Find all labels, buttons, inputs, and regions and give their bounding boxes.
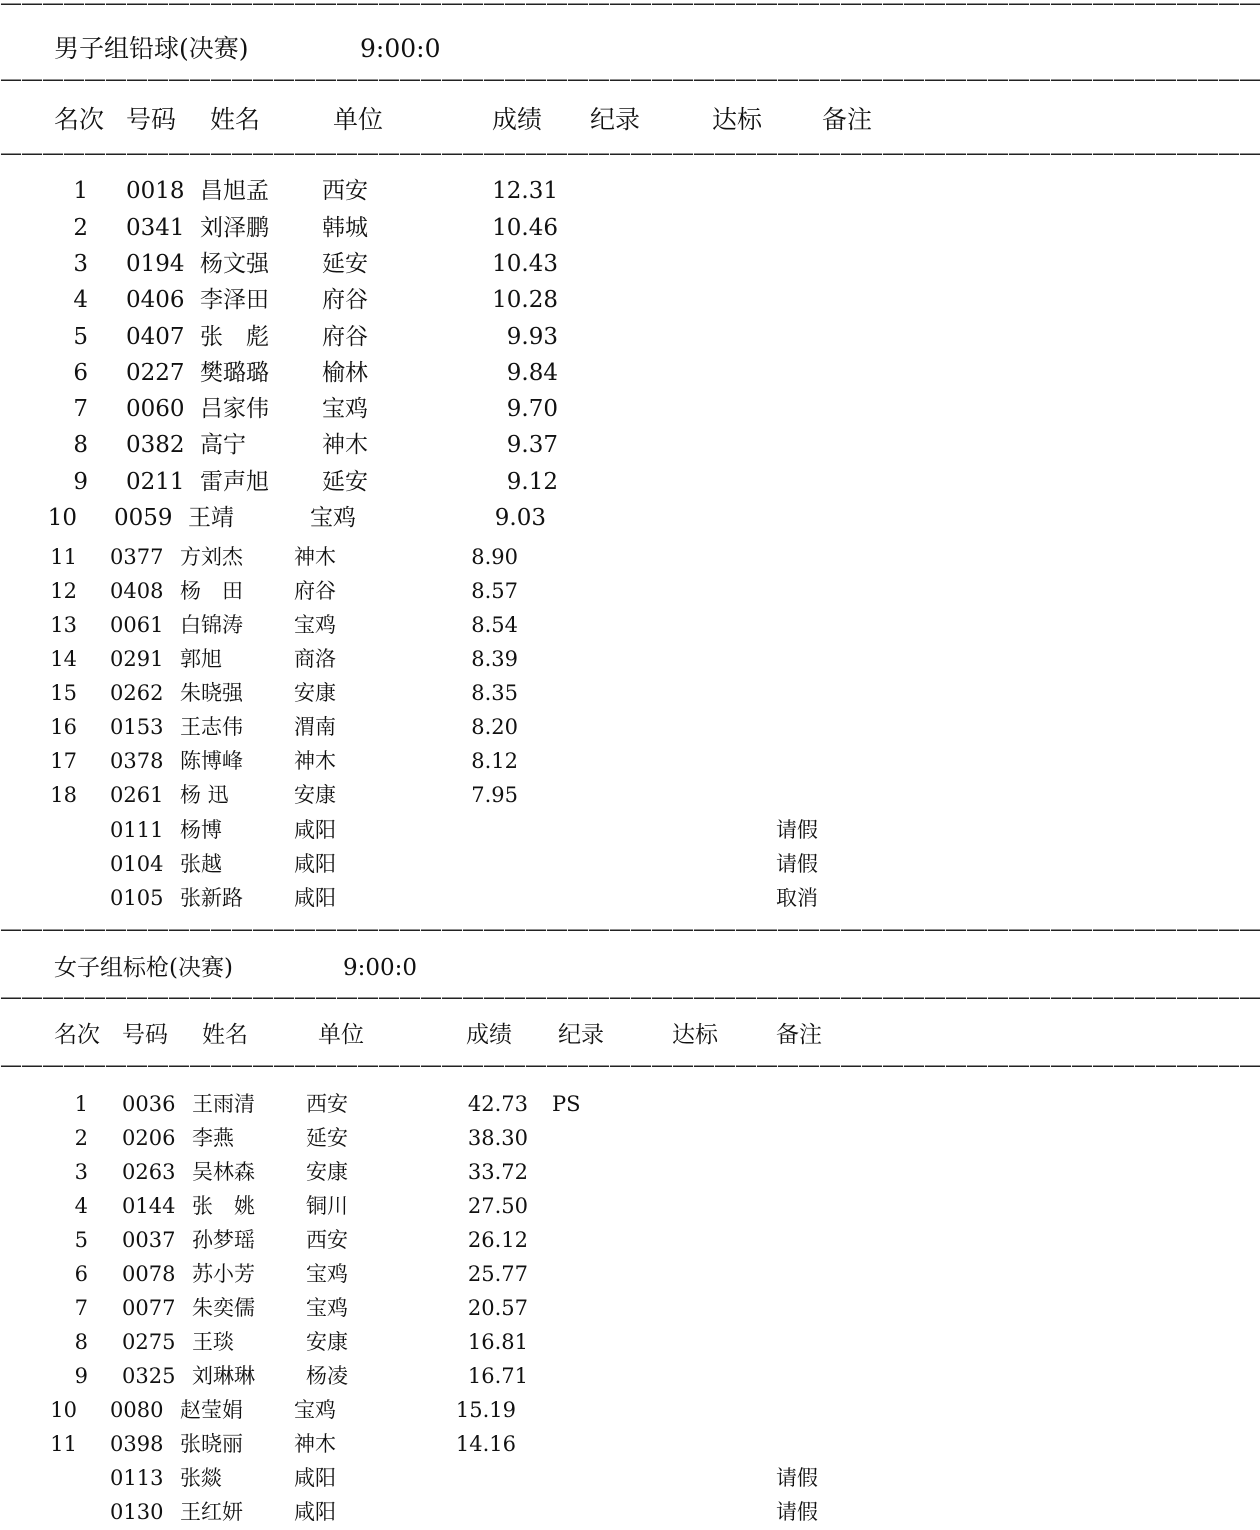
header-rank: 名次 bbox=[54, 1022, 100, 1048]
note-cell: 请假 bbox=[776, 1500, 818, 1524]
header-unit: 单位 bbox=[318, 1022, 364, 1048]
section-title: 女子组标枪(决赛) bbox=[54, 955, 233, 981]
name-cell: 樊璐璐 bbox=[200, 360, 269, 386]
divider: ———————————————————————————————————————————————————————————— bbox=[0, 67, 1260, 92]
rank-cell: 9 bbox=[73, 469, 88, 495]
section-time: 9:00:0 bbox=[343, 955, 418, 981]
number-cell: 0325 bbox=[122, 1364, 176, 1388]
name-cell: 杨博 bbox=[180, 818, 222, 842]
unit-cell: 宝鸡 bbox=[310, 505, 356, 531]
unit-cell: 安康 bbox=[294, 681, 336, 705]
score-cell: 8.20 bbox=[471, 715, 518, 739]
rank-cell: 8 bbox=[73, 432, 88, 458]
divider: ———————————————————————————————————————————————————————————— bbox=[0, 1053, 1260, 1078]
rank-cell: 18 bbox=[50, 783, 77, 807]
name-cell: 王琰 bbox=[192, 1330, 234, 1354]
name-cell: 郭旭 bbox=[180, 647, 222, 671]
score-cell: 9.84 bbox=[506, 360, 558, 386]
name-cell: 张 彪 bbox=[200, 324, 269, 350]
name-cell: 高宁 bbox=[200, 432, 246, 458]
unit-cell: 杨凌 bbox=[306, 1364, 348, 1388]
unit-cell: 宝鸡 bbox=[294, 613, 336, 637]
number-cell: 0061 bbox=[110, 613, 164, 637]
number-cell: 0262 bbox=[110, 681, 164, 705]
unit-cell: 榆林 bbox=[322, 360, 368, 386]
unit-cell: 神木 bbox=[294, 749, 336, 773]
divider: ———————————————————————————————————————————————————————————— bbox=[0, 0, 1260, 16]
name-cell: 赵莹娟 bbox=[180, 1398, 243, 1422]
score-cell: 27.50 bbox=[467, 1194, 528, 1218]
number-cell: 0104 bbox=[110, 852, 164, 876]
note-cell: 请假 bbox=[776, 1466, 818, 1490]
number-cell: 0130 bbox=[110, 1500, 164, 1524]
number-cell: 0059 bbox=[114, 505, 173, 531]
score-cell: 10.46 bbox=[492, 215, 558, 241]
name-cell: 张新路 bbox=[180, 886, 243, 910]
header-standard: 达标 bbox=[672, 1022, 718, 1048]
header-note: 备注 bbox=[822, 105, 873, 134]
rank-cell: 6 bbox=[73, 360, 88, 386]
name-cell: 李泽田 bbox=[200, 287, 269, 313]
unit-cell: 神木 bbox=[294, 545, 336, 569]
divider: ———————————————————————————————————————————————————————————— bbox=[0, 141, 1260, 166]
rank-cell: 5 bbox=[73, 324, 88, 350]
note-cell: 取消 bbox=[776, 886, 818, 910]
number-cell: 0077 bbox=[122, 1296, 176, 1320]
name-cell: 雷声旭 bbox=[200, 469, 269, 495]
score-cell: 26.12 bbox=[467, 1228, 528, 1252]
header-score: 成绩 bbox=[492, 105, 543, 134]
rank-cell: 17 bbox=[50, 749, 77, 773]
name-cell: 吕家伟 bbox=[200, 396, 269, 422]
rank-cell: 9 bbox=[74, 1364, 88, 1388]
rank-cell: 10 bbox=[50, 1398, 77, 1422]
name-cell: 王红妍 bbox=[180, 1500, 243, 1524]
unit-cell: 神木 bbox=[294, 1432, 336, 1456]
rank-cell: 4 bbox=[74, 1194, 88, 1218]
unit-cell: 宝鸡 bbox=[322, 396, 368, 422]
unit-cell: 神木 bbox=[322, 432, 368, 458]
number-cell: 0261 bbox=[110, 783, 164, 807]
number-cell: 0227 bbox=[126, 360, 185, 386]
score-cell: 8.39 bbox=[471, 647, 518, 671]
number-cell: 0080 bbox=[110, 1398, 164, 1422]
unit-cell: 府谷 bbox=[294, 579, 336, 603]
name-cell: 王雨清 bbox=[192, 1092, 255, 1116]
unit-cell: 咸阳 bbox=[294, 1466, 336, 1490]
name-cell: 刘泽鹏 bbox=[200, 215, 269, 241]
score-cell: 9.37 bbox=[506, 432, 558, 458]
score-cell: 9.93 bbox=[506, 324, 558, 350]
unit-cell: 安康 bbox=[294, 783, 336, 807]
number-cell: 0194 bbox=[126, 251, 185, 277]
number-cell: 0111 bbox=[110, 818, 164, 842]
note-cell: 请假 bbox=[776, 818, 818, 842]
number-cell: 0036 bbox=[122, 1092, 176, 1116]
name-cell: 刘琳琳 bbox=[192, 1364, 255, 1388]
header-number: 号码 bbox=[122, 1022, 168, 1048]
rank-cell: 11 bbox=[50, 545, 77, 569]
score-cell: 9.03 bbox=[494, 505, 546, 531]
header-score: 成绩 bbox=[466, 1022, 512, 1048]
number-cell: 0153 bbox=[110, 715, 164, 739]
rank-cell: 10 bbox=[47, 505, 77, 531]
rank-cell: 1 bbox=[74, 1092, 88, 1116]
name-cell: 张晓丽 bbox=[180, 1432, 243, 1456]
unit-cell: 渭南 bbox=[294, 715, 336, 739]
rank-cell: 2 bbox=[74, 1126, 88, 1150]
header-note: 备注 bbox=[776, 1022, 822, 1048]
unit-cell: 府谷 bbox=[322, 324, 368, 350]
header-name: 姓名 bbox=[202, 1022, 248, 1048]
number-cell: 0060 bbox=[126, 396, 185, 422]
number-cell: 0382 bbox=[126, 432, 185, 458]
score-cell: 33.72 bbox=[467, 1160, 528, 1184]
name-cell: 杨 迅 bbox=[180, 783, 229, 807]
unit-cell: 府谷 bbox=[322, 287, 368, 313]
rank-cell: 13 bbox=[50, 613, 77, 637]
name-cell: 张越 bbox=[180, 852, 222, 876]
score-cell: 10.28 bbox=[492, 287, 558, 313]
number-cell: 0263 bbox=[122, 1160, 176, 1184]
header-unit: 单位 bbox=[333, 105, 384, 134]
header-record: 纪录 bbox=[590, 105, 641, 134]
rank-cell: 4 bbox=[73, 287, 88, 313]
rank-cell: 15 bbox=[50, 681, 77, 705]
name-cell: 朱奕儒 bbox=[192, 1296, 255, 1320]
number-cell: 0211 bbox=[126, 469, 185, 495]
header-number: 号码 bbox=[126, 105, 177, 134]
divider: ———————————————————————————————————————————————————————————— bbox=[0, 985, 1260, 1010]
unit-cell: 韩城 bbox=[322, 215, 368, 241]
rank-cell: 12 bbox=[50, 579, 77, 603]
unit-cell: 宝鸡 bbox=[294, 1398, 336, 1422]
score-cell: 9.70 bbox=[506, 396, 558, 422]
unit-cell: 咸阳 bbox=[294, 818, 336, 842]
score-cell: 10.43 bbox=[492, 251, 558, 277]
number-cell: 0341 bbox=[126, 215, 185, 241]
score-cell: 16.81 bbox=[467, 1330, 528, 1354]
number-cell: 0144 bbox=[122, 1194, 176, 1218]
rank-cell: 1 bbox=[73, 178, 88, 204]
number-cell: 0037 bbox=[122, 1228, 176, 1252]
number-cell: 0275 bbox=[122, 1330, 176, 1354]
rank-cell: 16 bbox=[50, 715, 77, 739]
number-cell: 0105 bbox=[110, 886, 164, 910]
number-cell: 0078 bbox=[122, 1262, 176, 1286]
unit-cell: 安康 bbox=[306, 1160, 348, 1184]
score-cell: 8.54 bbox=[471, 613, 518, 637]
unit-cell: 宝鸡 bbox=[306, 1262, 348, 1286]
unit-cell: 铜川 bbox=[306, 1194, 348, 1218]
record-cell: PS bbox=[552, 1092, 581, 1116]
name-cell: 方刘杰 bbox=[180, 545, 243, 569]
unit-cell: 延安 bbox=[306, 1126, 348, 1150]
name-cell: 陈博峰 bbox=[180, 749, 243, 773]
number-cell: 0018 bbox=[126, 178, 185, 204]
score-cell: 8.57 bbox=[471, 579, 518, 603]
number-cell: 0378 bbox=[110, 749, 164, 773]
section-title: 男子组铅球(决赛) bbox=[54, 34, 249, 63]
number-cell: 0291 bbox=[110, 647, 164, 671]
number-cell: 0398 bbox=[110, 1432, 164, 1456]
rank-cell: 8 bbox=[74, 1330, 88, 1354]
name-cell: 白锦涛 bbox=[180, 613, 243, 637]
section-time: 9:00:0 bbox=[360, 34, 441, 63]
name-cell: 苏小芳 bbox=[192, 1262, 255, 1286]
score-cell: 8.90 bbox=[471, 545, 518, 569]
name-cell: 朱晓强 bbox=[180, 681, 243, 705]
number-cell: 0407 bbox=[126, 324, 185, 350]
rank-cell: 5 bbox=[74, 1228, 88, 1252]
rank-cell: 11 bbox=[50, 1432, 77, 1456]
header-record: 纪录 bbox=[558, 1022, 604, 1048]
number-cell: 0408 bbox=[110, 579, 164, 603]
name-cell: 张 姚 bbox=[192, 1194, 255, 1218]
name-cell: 王志伟 bbox=[180, 715, 243, 739]
rank-cell: 14 bbox=[50, 647, 77, 671]
score-cell: 20.57 bbox=[467, 1296, 528, 1320]
score-cell: 38.30 bbox=[467, 1126, 528, 1150]
name-cell: 昌旭孟 bbox=[200, 178, 269, 204]
number-cell: 0206 bbox=[122, 1126, 176, 1150]
name-cell: 杨 田 bbox=[180, 579, 243, 603]
number-cell: 0377 bbox=[110, 545, 164, 569]
rank-cell: 2 bbox=[73, 215, 88, 241]
score-cell: 15.19 bbox=[455, 1398, 516, 1422]
score-cell: 14.16 bbox=[455, 1432, 516, 1456]
rank-cell: 7 bbox=[73, 396, 88, 422]
unit-cell: 延安 bbox=[322, 251, 368, 277]
unit-cell: 宝鸡 bbox=[306, 1296, 348, 1320]
score-cell: 42.73 bbox=[467, 1092, 528, 1116]
score-cell: 8.12 bbox=[471, 749, 518, 773]
name-cell: 杨文强 bbox=[200, 251, 269, 277]
score-cell: 25.77 bbox=[467, 1262, 528, 1286]
rank-cell: 7 bbox=[74, 1296, 88, 1320]
unit-cell: 西安 bbox=[306, 1228, 348, 1252]
note-cell: 请假 bbox=[776, 852, 818, 876]
unit-cell: 西安 bbox=[322, 178, 368, 204]
unit-cell: 商洛 bbox=[294, 647, 336, 671]
unit-cell: 咸阳 bbox=[294, 852, 336, 876]
name-cell: 张燚 bbox=[180, 1466, 222, 1490]
divider: ———————————————————————————————————————————————————————————— bbox=[0, 917, 1260, 942]
rank-cell: 3 bbox=[73, 251, 88, 277]
score-cell: 16.71 bbox=[467, 1364, 528, 1388]
score-cell: 12.31 bbox=[492, 178, 558, 204]
name-cell: 孙梦瑶 bbox=[192, 1228, 255, 1252]
name-cell: 王靖 bbox=[188, 505, 234, 531]
unit-cell: 咸阳 bbox=[294, 1500, 336, 1524]
unit-cell: 西安 bbox=[306, 1092, 348, 1116]
number-cell: 0113 bbox=[110, 1466, 164, 1490]
rank-cell: 6 bbox=[74, 1262, 88, 1286]
unit-cell: 延安 bbox=[322, 469, 368, 495]
header-name: 姓名 bbox=[210, 105, 261, 134]
header-standard: 达标 bbox=[712, 105, 763, 134]
number-cell: 0406 bbox=[126, 287, 185, 313]
name-cell: 李燕 bbox=[192, 1126, 234, 1150]
rank-cell: 3 bbox=[74, 1160, 88, 1184]
unit-cell: 安康 bbox=[306, 1330, 348, 1354]
name-cell: 吴林森 bbox=[192, 1160, 255, 1184]
score-cell: 9.12 bbox=[506, 469, 558, 495]
score-cell: 8.35 bbox=[471, 681, 518, 705]
score-cell: 7.95 bbox=[471, 783, 518, 807]
unit-cell: 咸阳 bbox=[294, 886, 336, 910]
header-rank: 名次 bbox=[54, 105, 105, 134]
